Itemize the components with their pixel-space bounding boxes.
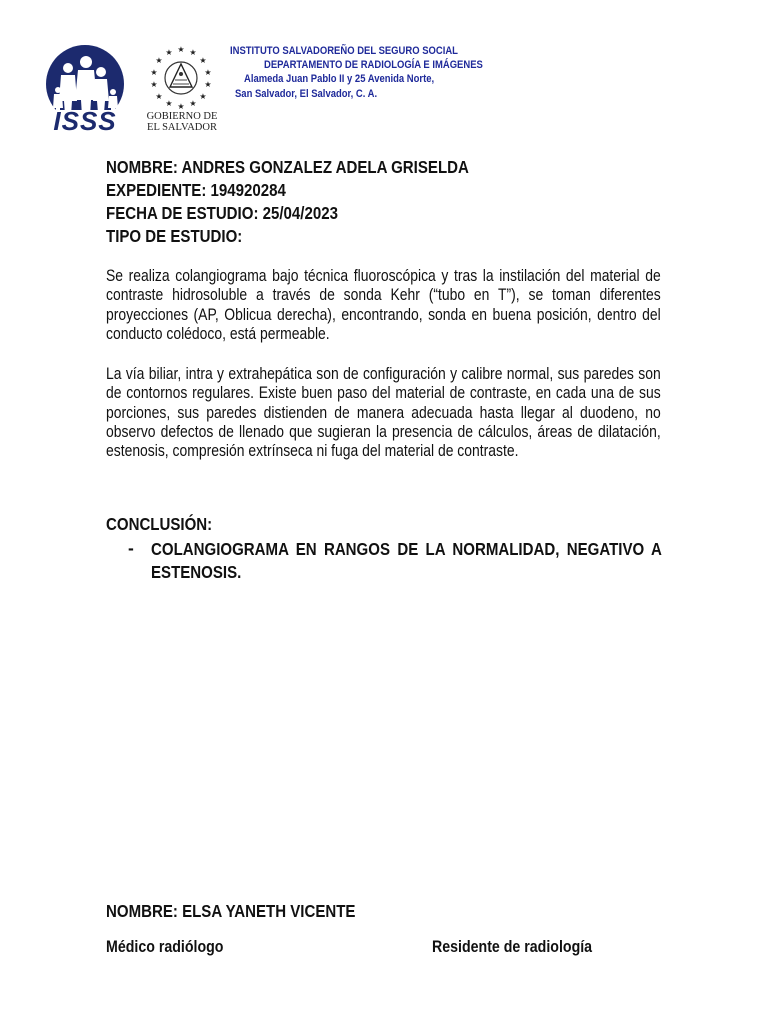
department-name: DEPARTAMENTO DE RADIOLOGÍA E IMÁGENES (264, 59, 483, 71)
conclusion-title: CONCLUSIÓN: (106, 514, 213, 534)
svg-text:★: ★ (204, 80, 212, 89)
svg-text:★: ★ (150, 80, 158, 89)
svg-text:★: ★ (189, 99, 197, 108)
patient-name: NOMBRE: ANDRES GONZALEZ ADELA GRISELDA (106, 157, 469, 177)
report-paragraph-1: Se realiza colangiograma bajo técnica fluoroscópica y tras la instilación del material de contraste hidrosoluble a través de sonda Kehr (“tubo en T”), se toman diferentes proyecciones (AP, Oblicua derecha), encontrando, sonda en buena posición, dentro del conducto colédoco, está permeable. (106, 267, 661, 343)
address-line-1: Alameda Juan Pablo II y 25 Avenida Norte, (244, 73, 435, 85)
study-date: FECHA DE ESTUDIO: 25/04/2023 (106, 203, 338, 223)
role-radiologist: Médico radiólogo (106, 938, 224, 956)
svg-text:★: ★ (189, 48, 197, 57)
isss-logo-text: ISSS (53, 106, 117, 132)
report-paragraph-2: La vía biliar, intra y extrahepática son de configuración y calibre normal, sus paredes son de contornos regulares. Existe buen paso del material de contraste, en cada una de sus porciones, sus paredes distienden de manera adecuada hasta llegar al duodeno, no observo defectos de llenado que sugieran la presencia de cálculos, áreas de dilatación, estenosis, compresión extrínseca ni fuga del material de contraste. (106, 365, 661, 461)
svg-text:★: ★ (155, 92, 163, 101)
role-resident: Residente de radiología (432, 938, 593, 956)
conclusion-item: COLANGIOGRAMA EN RANGOS DE LA NORMALIDAD, NEGATIVO A ESTENOSIS. (151, 539, 662, 582)
svg-text:★: ★ (165, 48, 173, 57)
address-line-2: San Salvador, El Salvador, C. A. (235, 88, 378, 100)
gov-logo-line2: EL SALVADOR (147, 122, 217, 133)
svg-text:★: ★ (199, 92, 207, 101)
institution-name: INSTITUTO SALVADOREÑO DEL SEGURO SOCIAL (230, 45, 458, 57)
svg-text:★: ★ (204, 68, 212, 77)
svg-text:★: ★ (155, 56, 163, 65)
svg-text:★: ★ (177, 45, 185, 54)
conclusion-bullet: - (128, 538, 134, 558)
svg-text:★: ★ (177, 102, 185, 111)
study-type: TIPO DE ESTUDIO: (106, 226, 243, 246)
signer-name: NOMBRE: ELSA YANETH VICENTE (106, 901, 356, 921)
isss-logo (44, 44, 126, 132)
gov-logo-line1: GOBIERNO DE (146, 111, 218, 122)
svg-text:★: ★ (165, 99, 173, 108)
record-number: EXPEDIENTE: 194920284 (106, 180, 286, 200)
svg-text:★: ★ (150, 68, 158, 77)
svg-text:★: ★ (199, 56, 207, 65)
